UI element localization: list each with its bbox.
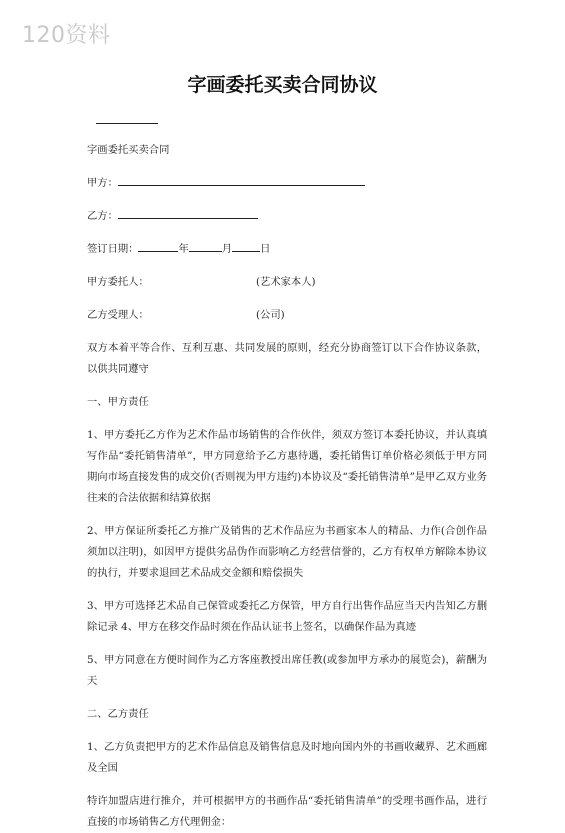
party-a-blank (118, 174, 365, 186)
watermark-logo: 120资料 (22, 23, 111, 48)
day-label: 日 (260, 243, 271, 255)
section1-item: 5、甲方同意在方便时间作为乙方客座教授出席任教(或参加甲方承办的展览会)，薪酬为天 (87, 654, 487, 687)
section1-item: 1、甲方委托乙方作为艺术作品市场销售的合作伙伴，须双方签订本委托协议，并认真填写作品“委托销售清单”，甲方同意给予乙方惠待遇，委托销售订单价格必须低于甲方同期向市场直接发售的成交价(否则视为甲方违约)本协议及“委托销售清单”是甲乙双方业务往来的合法依据和结算依据 (87, 429, 487, 504)
sign-date-line (87, 239, 487, 260)
section2-item: 特许加盟店进行推介，并可根据甲方的书画作品“委托销售清单”的受理书画作品，进行直接的市场销售乙方代理佣金： (87, 795, 487, 828)
section2-item: 1、乙方负责把甲方的艺术作品信息及销售信息及时地向国内外的书画收藏界、艺术画廊及全国 (87, 741, 487, 774)
document-body (87, 140, 487, 833)
party-b-blank (118, 207, 258, 219)
month-label: 月 (221, 243, 233, 255)
year-blank (138, 240, 178, 252)
party-a-rep-note: (艺术家本人) (256, 276, 316, 288)
contract-name: 字画委托买卖合同 (87, 144, 170, 156)
month-blank (189, 240, 222, 252)
section1-heading: 一、甲方责任 (87, 396, 149, 408)
party-b-rep-note: (公司) (256, 309, 285, 321)
party-b-rep-label: 乙方受理人： (87, 309, 149, 321)
sign-date-label: 签订日期： (87, 243, 139, 255)
party-a-rep-label: 甲方委托人： (87, 276, 149, 288)
document-title: 字画委托买卖合同协议 (187, 74, 378, 96)
section2-heading: 二、乙方责任 (87, 708, 149, 720)
section1-item: 3、甲方可选择艺术品自己保管或委托乙方保管，甲方自行出售作品应当天内告知乙方删除记录 4、甲方在移交作品时须在作品认证书上签名，以确保作品为真迹 (87, 600, 487, 633)
section1-item: 2、甲方保证所委托乙方推广及销售的艺术作品应为书画家本人的精品、力作(合创作品须加以注明)，如因甲方提供劣品伪作而影响乙方经营信誉的，乙方有权单方解除本协议的执行，并要求退回艺术品成交金额和赔偿损失 (87, 525, 487, 579)
party-b-line (87, 206, 487, 227)
year-label: 年 (178, 243, 189, 255)
party-b-label: 乙方： (87, 210, 118, 222)
party-a-label: 甲方： (87, 177, 118, 189)
day-blank (232, 240, 260, 252)
party-a-rep-line (87, 272, 487, 293)
header-rule (96, 123, 158, 124)
party-b-rep-line (87, 305, 487, 326)
preamble-paragraph: 双方本着平等合作、互利互惠、共同发展的原则，经充分协商签订以下合作协议条款，以供共同遵守 (87, 342, 487, 375)
party-a-line (87, 173, 487, 194)
